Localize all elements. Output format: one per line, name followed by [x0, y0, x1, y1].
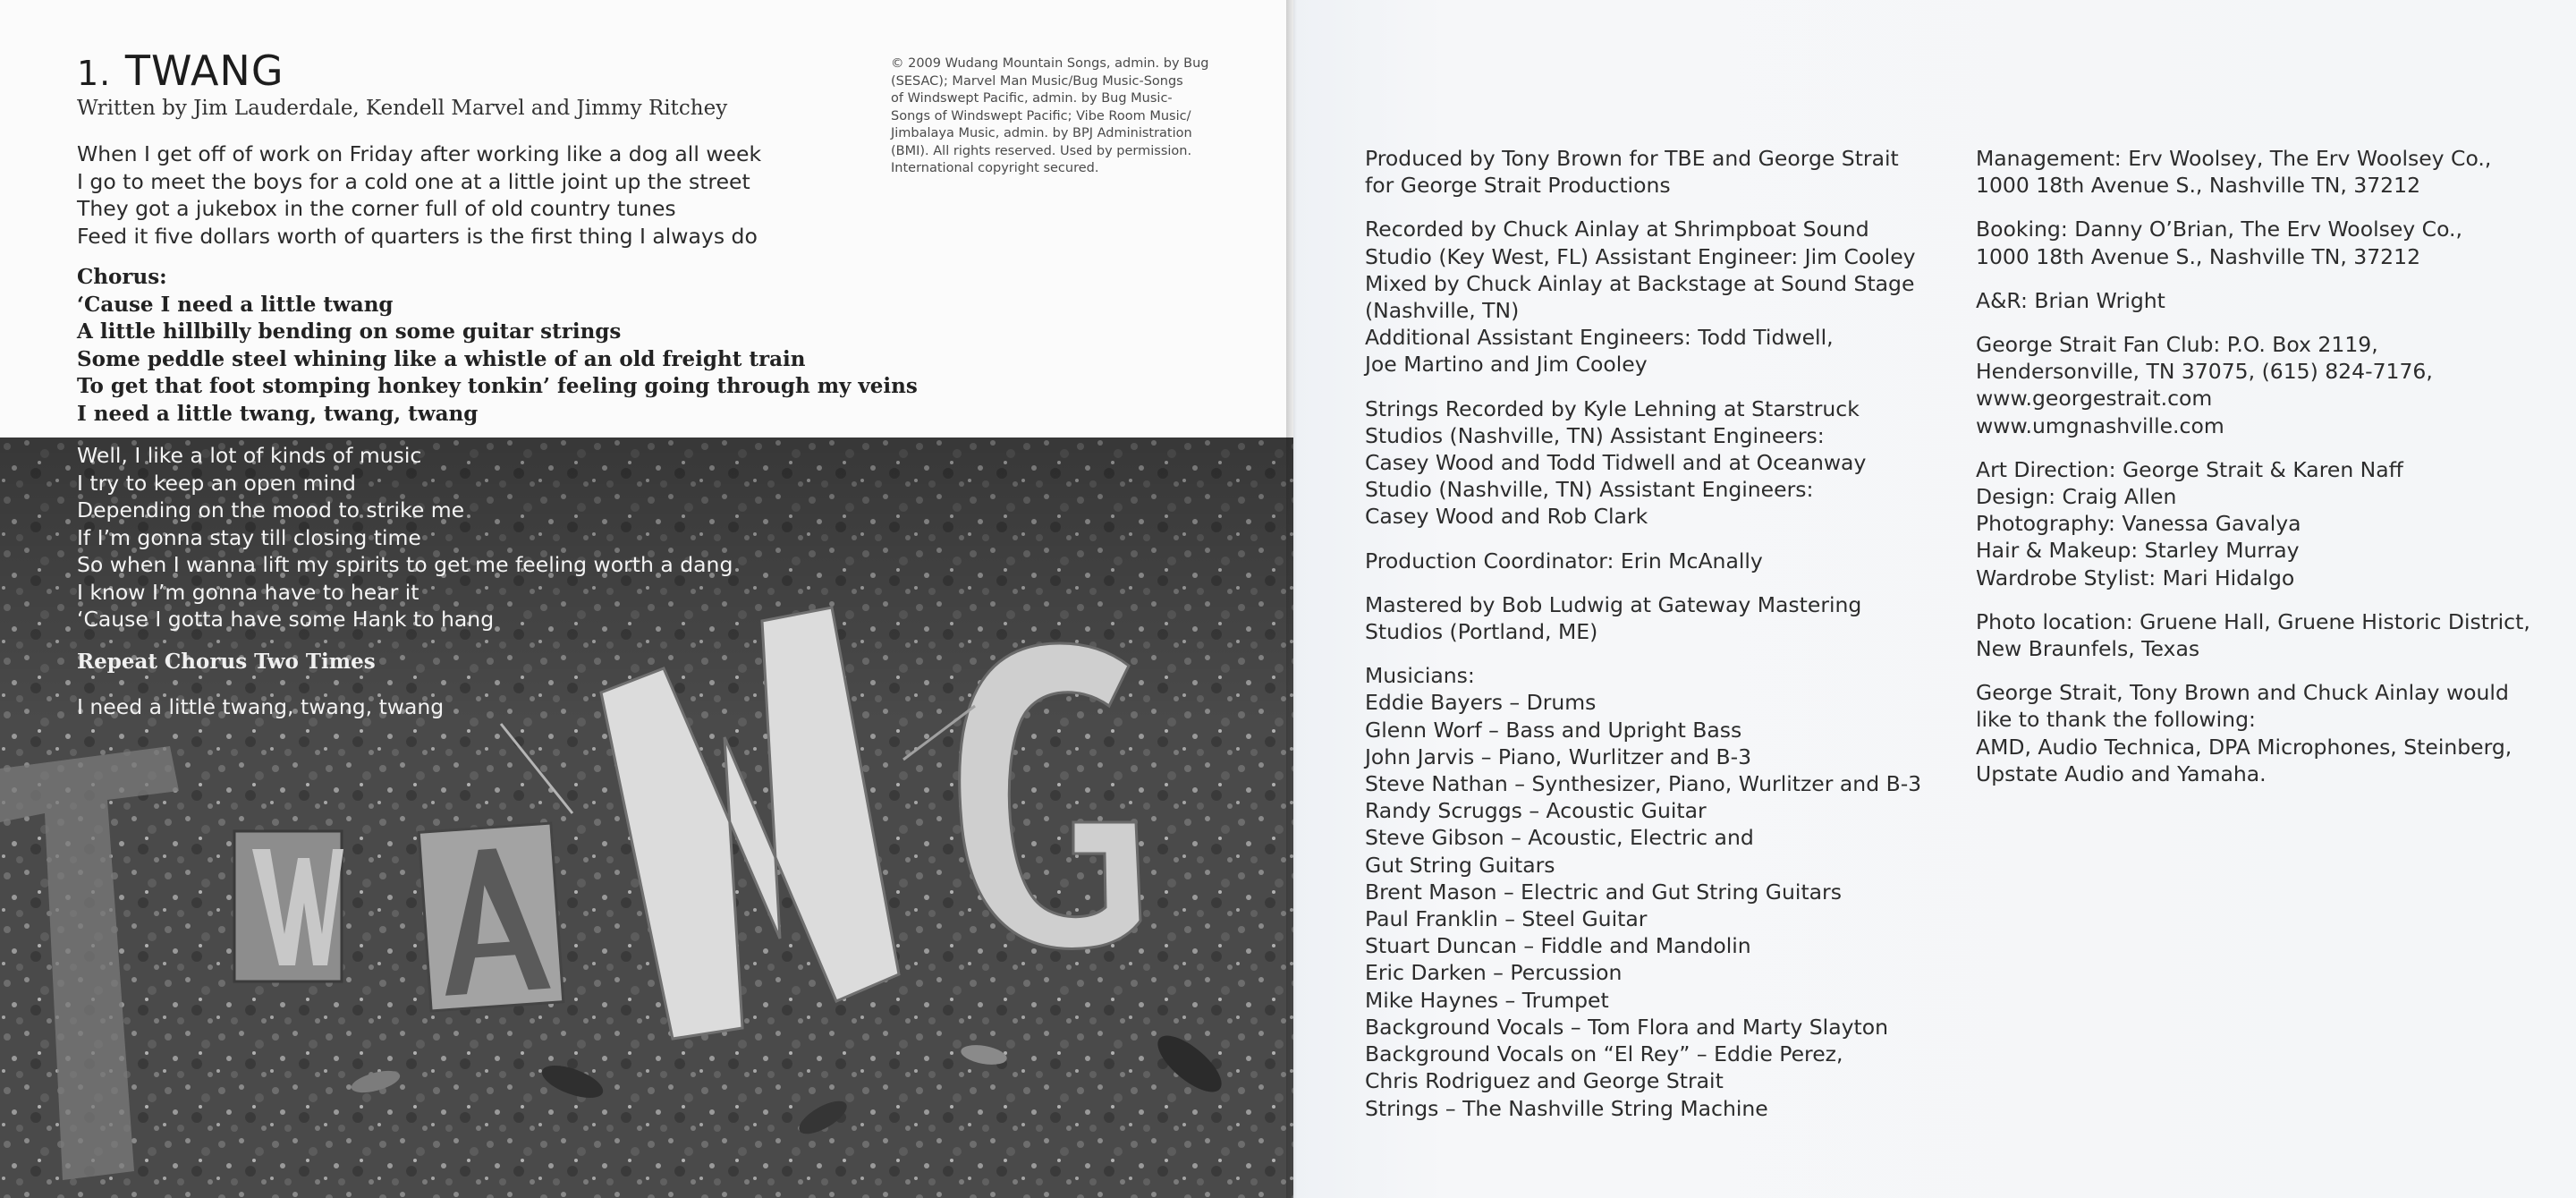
management-credit-block: [1976, 679, 2548, 787]
credit-line: (Nashville, TN): [1365, 298, 1520, 324]
lyric-line: They got a jukebox in the corner full of old country tunes: [77, 196, 676, 221]
credit-line: 1000 18th Avenue S., Nashville TN, 37212: [1976, 173, 2421, 199]
credit-line: Strings Recorded by Kyle Lehning at Starstruck: [1365, 395, 1860, 421]
production-credit-block: [1365, 395, 1955, 531]
credit-line: Steve Gibson – Acoustic, Electric and: [1365, 825, 1754, 851]
verse-one: [77, 140, 761, 250]
credit-line: Chris Rodriguez and George Strait: [1365, 1068, 1724, 1094]
copyright-line: (SESAC); Marvel Man Music/Bug Music-Songs: [891, 73, 1183, 89]
copyright-line: © 2009 Wudang Mountain Songs, admin. by Bug: [891, 56, 1209, 71]
credit-line: John Jarvis – Piano, Wurlitzer and B-3: [1365, 743, 1752, 769]
chorus: [77, 264, 918, 428]
credit-line: Photography: Vanessa Gavalya: [1976, 511, 2301, 537]
lyric-line: If I’m gonna stay till closing time: [77, 524, 421, 550]
credit-line: Studios (Portland, ME): [1365, 619, 1598, 645]
songwriters-credit: Written by Jim Lauderdale, Kendell Marvel and Jimmy Ritchey: [77, 97, 728, 120]
lyric-line: When I get off of work on Friday after working like a dog all week: [77, 141, 762, 166]
credit-line: Strings – The Nashville String Machine: [1365, 1095, 1768, 1121]
credit-line: Eric Darken – Percussion: [1365, 960, 1623, 986]
credit-line: Studios (Nashville, TN) Assistant Engineers:: [1365, 422, 1825, 448]
credit-line: Production Coordinator: Erin McAnally: [1365, 548, 1763, 574]
credit-line: Photo location: Gruene Hall, Gruene Historic District,: [1976, 608, 2530, 634]
production-credit-block: [1365, 662, 1955, 1121]
copyright-line: Jimbalaya Music, admin. by BPJ Administration: [891, 126, 1192, 140]
copyright-line: Songs of Windswept Pacific; Vibe Room Music/: [891, 108, 1191, 123]
song-title: [77, 47, 284, 95]
management-credits: [1976, 145, 2548, 804]
credit-line: AMD, Audio Technica, DPA Microphones, Steinberg,: [1976, 734, 2512, 760]
credit-line: Studio (Nashville, TN) Assistant Engineers:: [1365, 477, 1814, 503]
credit-line: Background Vocals – Tom Flora and Marty Slayton: [1365, 1014, 1888, 1040]
copyright-notice: [891, 55, 1241, 178]
credit-line: New Braunfels, Texas: [1976, 636, 2200, 662]
credit-line: Hair & Makeup: Starley Murray: [1976, 538, 2300, 564]
credit-line: Glenn Worf – Bass and Upright Bass: [1365, 717, 1742, 743]
management-credit-block: [1976, 608, 2548, 662]
lyric-line: ‘Cause I need a little twang: [77, 292, 394, 317]
credit-line: Studio (Key West, FL) Assistant Engineer: Jim Cooley: [1365, 243, 1916, 269]
lyric-line: ‘Cause I gotta have some Hank to hang: [77, 607, 495, 632]
management-credit-block: [1976, 287, 2548, 314]
lyric-line: So when I wanna lift my spirits to get me feeling worth a dang: [77, 552, 733, 577]
lyric-line: I know I’m gonna have to hear it: [77, 579, 419, 605]
credit-line: Steve Nathan – Synthesizer, Piano, Wurlitzer and B-3: [1365, 771, 1922, 797]
lyric-line: I try to keep an open mind: [77, 470, 356, 496]
credit-line: Casey Wood and Todd Tidwell and at Oceanway: [1365, 450, 1867, 476]
lyric-line: To get that foot stomping honkey tonkin’ feeling going through my veins: [77, 374, 918, 398]
credit-line: Casey Wood and Rob Clark: [1365, 504, 1648, 530]
credit-line: www.georgestrait.com: [1976, 386, 2213, 412]
management-credit-block: [1976, 456, 2548, 591]
credit-line: Gut String Guitars: [1365, 852, 1555, 878]
credit-line: Brent Mason – Electric and Gut String Guitars: [1365, 879, 1842, 905]
credit-line: for George Strait Productions: [1365, 173, 1671, 199]
outro-line: I need a little twang, twang, twang: [77, 694, 445, 719]
page-gutter: [1286, 0, 1304, 1198]
credit-line: Randy Scruggs – Acoustic Guitar: [1365, 798, 1707, 824]
credit-line: www.umgnashville.com: [1976, 412, 2224, 438]
production-credit-block: [1365, 216, 1955, 378]
management-credit-block: [1976, 145, 2548, 199]
verse-two: [77, 442, 733, 633]
credit-line: Mastered by Bob Ludwig at Gateway Mastering: [1365, 591, 1862, 617]
credit-line: like to thank the following:: [1976, 707, 2256, 733]
lyric-line: Depending on the mood to strike me: [77, 497, 465, 523]
lyric-line: Well, I like a lot of kinds of music: [77, 443, 422, 468]
lyric-line: I go to meet the boys for a cold one at a little joint up the street: [77, 168, 750, 194]
management-credit-block: [1976, 331, 2548, 439]
credit-line: Hendersonville, TN 37075, (615) 824-7176,: [1976, 359, 2433, 385]
credit-line: Joe Martino and Jim Cooley: [1365, 352, 1648, 378]
credit-line: Management: Erv Woolsey, The Erv Woolsey Co.,: [1976, 146, 2492, 171]
credit-line: Booking: Danny O’Brian, The Erv Woolsey Co.,: [1976, 217, 2462, 242]
production-credit-block: [1365, 145, 1955, 199]
credit-line: Design: Craig Allen: [1976, 484, 2177, 510]
credit-line: George Strait, Tony Brown and Chuck Ainlay would: [1976, 680, 2509, 706]
credit-line: Wardrobe Stylist: Mari Hidalgo: [1976, 565, 2295, 591]
copyright-line: of Windswept Pacific, admin. by Bug Music-: [891, 91, 1173, 106]
credit-line: Eddie Bayers – Drums: [1365, 690, 1597, 716]
repeat-chorus-note: Repeat Chorus Two Times: [77, 650, 376, 674]
copyright-line: International copyright secured.: [891, 161, 1099, 175]
credit-line: Musicians:: [1365, 663, 1475, 689]
lyric-line: I need a little twang, twang, twang: [77, 401, 479, 426]
production-credit-block: [1365, 591, 1955, 645]
lyric-line: Some peddle steel whining like a whistle of an old freight train: [77, 346, 806, 371]
credit-line: Mike Haynes – Trumpet: [1365, 987, 1609, 1013]
management-credit-block: [1976, 216, 2548, 269]
copyright-line: (BMI). All rights reserved. Used by permission.: [891, 143, 1192, 158]
lyric-line: A little hillbilly bending on some guitar strings: [77, 319, 622, 344]
credit-line: 1000 18th Avenue S., Nashville TN, 37212: [1976, 243, 2421, 269]
track-number: 1.: [77, 54, 112, 93]
production-credits: [1365, 145, 1955, 1139]
lyric-line: Feed it five dollars worth of quarters is the first thing I always do: [77, 223, 758, 249]
credit-line: Mixed by Chuck Ainlay at Backstage at Sound Stage: [1365, 270, 1915, 296]
credit-line: Paul Franklin – Steel Guitar: [1365, 906, 1648, 932]
credit-line: Recorded by Chuck Ainlay at Shrimpboat Sound: [1365, 217, 1869, 242]
credit-line: George Strait Fan Club: P.O. Box 2119,: [1976, 332, 2378, 358]
track-title: TWANG: [124, 47, 284, 95]
credit-line: Stuart Duncan – Fiddle and Mandolin: [1365, 933, 1751, 959]
production-credit-block: [1365, 548, 1955, 574]
credit-line: Art Direction: George Strait & Karen Naff: [1976, 456, 2403, 482]
chorus-heading: Chorus:: [77, 265, 167, 289]
credit-line: A&R: Brian Wright: [1976, 287, 2165, 313]
credit-line: Additional Assistant Engineers: Todd Tidwell,: [1365, 325, 1834, 351]
credit-line: Upstate Audio and Yamaha.: [1976, 760, 2267, 786]
credit-line: Produced by Tony Brown for TBE and George Strait: [1365, 146, 1899, 171]
credit-line: Background Vocals on “El Rey” – Eddie Perez,: [1365, 1041, 1843, 1067]
